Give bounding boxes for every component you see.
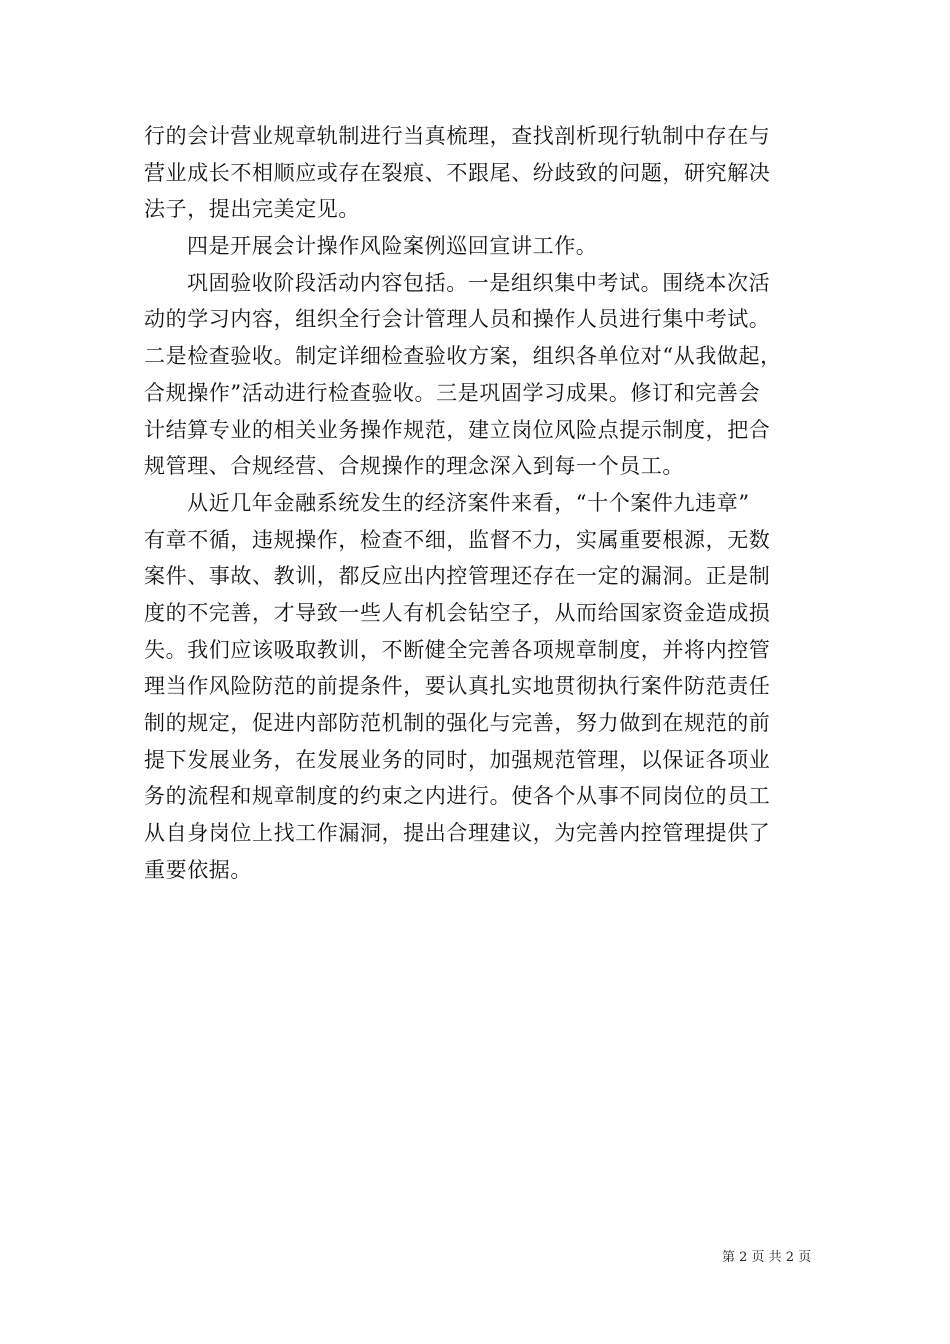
text-line: 计结算专业的相关业务操作规范，建立岗位风险点提示制度，把合	[144, 417, 771, 442]
body-text	[144, 118, 812, 888]
text-line: 制的规定，促进内部防范机制的强化与完善，努力做到在规范的前	[144, 711, 771, 735]
text-line: 法子，提出完美定见。	[144, 197, 360, 222]
text-line: 理当作风险防范的前提条件，要认真扎实地贯彻执行案件防范责任	[144, 674, 771, 699]
paragraph-first-line: 从近几年金融系统发生的经济案件来看，“十个案件九违章”	[187, 490, 750, 515]
text-line: 从自身岗位上找工作漏洞，提出合理建议，为完善内控管理提供了	[144, 821, 771, 846]
text-line: 行的会计营业规章轨制进行当真梳理，查找剖析现行轨制中存在与	[144, 124, 771, 148]
text-line: 合规操作”活动进行检查验收。三是巩固学习成果。修订和完善会	[144, 380, 761, 405]
text-line: 失。我们应该吸取教训，不断健全完善各项规章制度，并将内控管	[144, 637, 771, 662]
paragraph-first-line: 巩固验收阶段活动内容包括。一是组织集中考试。围绕本次活	[187, 270, 771, 295]
text-line: 二是检查验收。制定详细检查验收方案，组织各单位对“从我做起，	[144, 344, 782, 369]
text-line: 重要依据。	[144, 857, 252, 882]
text-line: 营业成长不相顺应或存在裂痕、不跟尾、纷歧致的问题，研究解决	[144, 160, 771, 185]
text-line: 规管理、合规经营、合规操作的理念深入到每一个员工。	[144, 454, 684, 479]
text-line: 提下发展业务，在发展业务的同时，加强规范管理，以保证各项业	[144, 747, 771, 772]
text-line: 动的学习内容，组织全行会计管理人员和操作人员进行集中考试。	[144, 307, 771, 332]
page-number-footer: 第 2 页 共 2 页	[722, 1250, 812, 1265]
text-line: 案件、事故、教训，都反应出内控管理还存在一定的漏洞。正是制	[144, 564, 771, 589]
paragraph-first-line: 四是开展会计操作风险案例巡回宣讲工作。	[187, 234, 598, 259]
text-line: 有章不循，违规操作，检查不细，监督不力，实属重要根源，无数	[144, 527, 771, 552]
text-line: 度的不完善，才导致一些人有机会钻空子，从而给国家资金造成损	[144, 600, 771, 625]
text-line: 务的流程和规章制度的约束之内进行。使各个从事不同岗位的员工	[144, 784, 771, 809]
